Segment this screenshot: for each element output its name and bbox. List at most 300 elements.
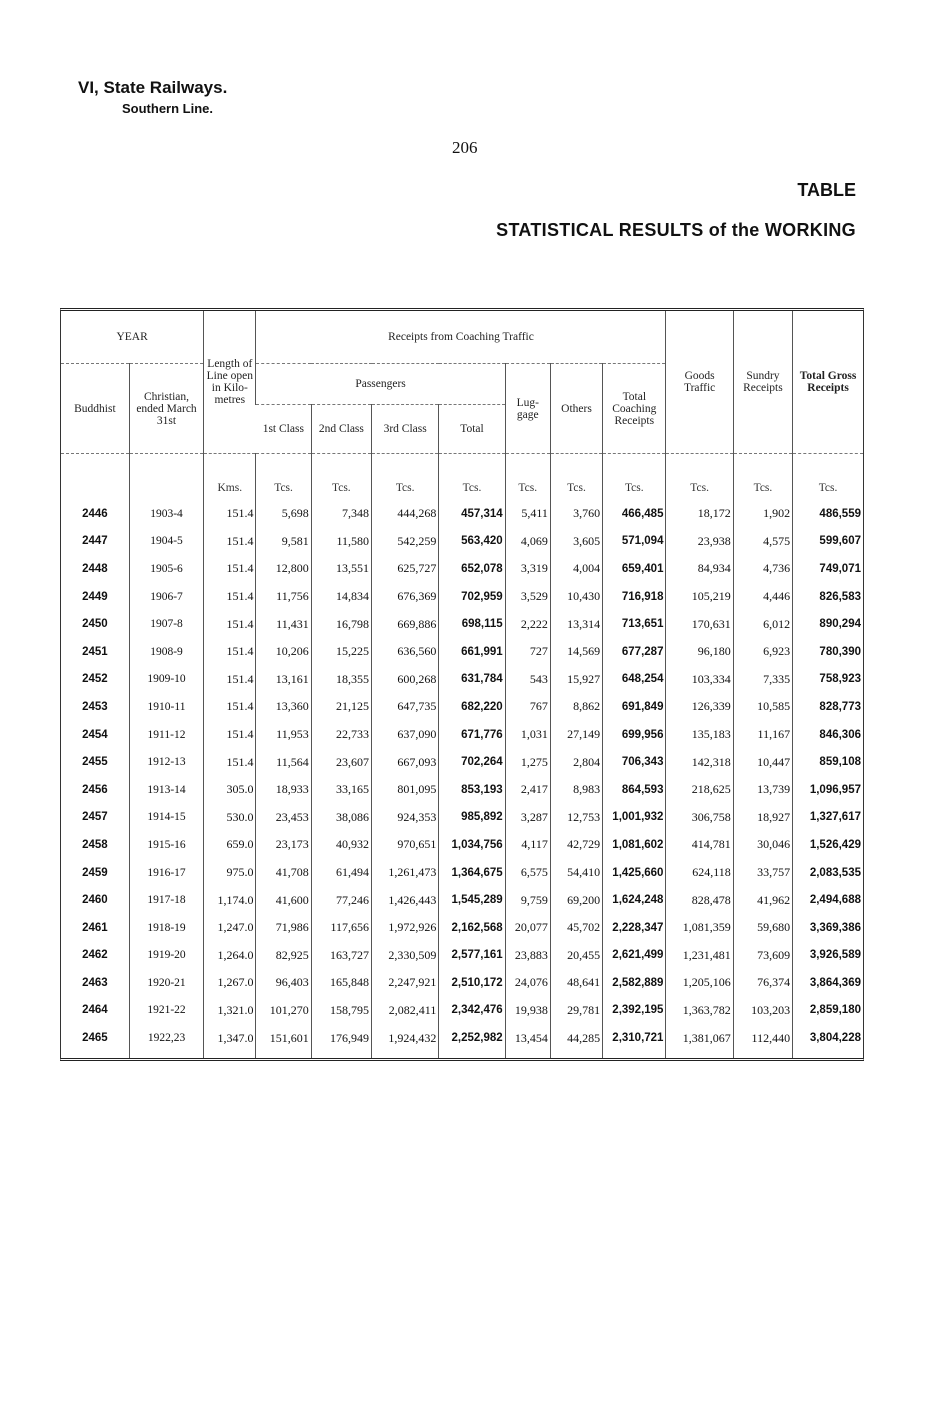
sundry-receipts-cell: 18,927 — [733, 804, 792, 832]
others-cell: 12,753 — [550, 804, 602, 832]
first-class-cell: 96,403 — [256, 969, 311, 997]
buddhist-year-cell: 2453 — [82, 700, 108, 713]
sundry-receipts-cell: 33,757 — [733, 859, 792, 887]
line-length-cell: 1,174.0 — [204, 886, 256, 914]
header-passenger-total: Total — [439, 405, 505, 454]
others-cell: 69,200 — [550, 886, 602, 914]
second-class-cell: 21,125 — [311, 693, 371, 721]
table-row — [61, 693, 863, 721]
buddhist-year-cell: 2461 — [82, 921, 108, 934]
luggage-cell: 2,417 — [505, 776, 550, 804]
total-coaching-cell: 1,624,248 — [603, 886, 666, 914]
others-cell: 48,641 — [550, 969, 602, 997]
line-length-cell: 151.4 — [204, 666, 256, 694]
passenger-total-cell: 661,991 — [439, 638, 505, 666]
first-class-cell: 82,925 — [256, 942, 311, 970]
others-cell: 45,702 — [550, 914, 602, 942]
line-length-cell: 151.4 — [204, 610, 256, 638]
buddhist-year-cell: 2456 — [82, 783, 108, 796]
buddhist-year-cell: 2457 — [82, 811, 108, 824]
second-class-cell: 23,607 — [311, 748, 371, 776]
christian-year-cell: 1908-9 — [129, 638, 203, 666]
gross-receipts-cell: 3,804,228 — [793, 1024, 863, 1058]
buddhist-year-cell: 2455 — [82, 756, 108, 769]
third-class-cell: 1,426,443 — [372, 886, 439, 914]
gross-receipts-cell: 859,108 — [793, 748, 863, 776]
first-class-cell: 101,270 — [256, 997, 311, 1025]
total-coaching-cell: 864,593 — [603, 776, 666, 804]
others-cell: 42,729 — [550, 831, 602, 859]
third-class-cell: 637,090 — [372, 721, 439, 749]
buddhist-year-cell: 2446 — [82, 507, 108, 520]
christian-year-cell: 1910-11 — [129, 693, 203, 721]
unit-cell: Tcs. — [666, 454, 733, 501]
second-class-cell: 77,246 — [311, 886, 371, 914]
header-buddhist: Buddhist — [61, 364, 129, 454]
gross-receipts-cell: 3,864,369 — [793, 969, 863, 997]
sundry-receipts-cell: 103,203 — [733, 997, 792, 1025]
table-row — [61, 638, 863, 666]
luggage-cell: 2,222 — [505, 610, 550, 638]
unit-cell: Tcs. — [505, 454, 550, 501]
table-row — [61, 1024, 863, 1058]
passenger-total-cell: 702,959 — [439, 583, 505, 611]
first-class-cell: 11,564 — [256, 748, 311, 776]
others-cell: 2,804 — [550, 748, 602, 776]
gross-receipts-cell: 758,923 — [793, 666, 863, 694]
christian-year-cell: 1913-14 — [129, 776, 203, 804]
total-coaching-cell: 466,485 — [603, 500, 666, 528]
third-class-cell: 1,261,473 — [372, 859, 439, 887]
others-cell: 20,455 — [550, 942, 602, 970]
others-cell: 44,285 — [550, 1024, 602, 1058]
goods-traffic-cell: 170,631 — [666, 610, 733, 638]
line-length-cell: 1,267.0 — [204, 969, 256, 997]
others-cell: 4,004 — [550, 555, 602, 583]
line-length-cell: 1,321.0 — [204, 997, 256, 1025]
buddhist-year-cell: 2463 — [82, 976, 108, 989]
goods-traffic-cell: 624,118 — [666, 859, 733, 887]
buddhist-year-cell: 2448 — [82, 562, 108, 575]
line-length-cell: 151.4 — [204, 583, 256, 611]
total-coaching-cell: 706,343 — [603, 748, 666, 776]
luggage-cell: 727 — [505, 638, 550, 666]
line-length-cell: 151.4 — [204, 721, 256, 749]
christian-year-cell: 1907-8 — [129, 610, 203, 638]
buddhist-year-cell: 2465 — [82, 1032, 108, 1045]
second-class-cell: 18,355 — [311, 666, 371, 694]
christian-year-cell: 1903-4 — [129, 500, 203, 528]
goods-traffic-cell: 1,363,782 — [666, 997, 733, 1025]
first-class-cell: 23,453 — [256, 804, 311, 832]
buddhist-year-cell: 2449 — [82, 590, 108, 603]
total-coaching-cell: 659,401 — [603, 555, 666, 583]
table-row — [61, 804, 863, 832]
sundry-receipts-cell: 6,923 — [733, 638, 792, 666]
others-cell: 3,605 — [550, 528, 602, 556]
table-row — [61, 555, 863, 583]
total-coaching-cell: 2,392,195 — [603, 997, 666, 1025]
third-class-cell: 542,259 — [372, 528, 439, 556]
first-class-cell: 11,756 — [256, 583, 311, 611]
others-cell: 27,149 — [550, 721, 602, 749]
luggage-cell: 23,883 — [505, 942, 550, 970]
buddhist-year-cell: 2454 — [82, 728, 108, 741]
line-length-cell: 1,264.0 — [204, 942, 256, 970]
second-class-cell: 14,834 — [311, 583, 371, 611]
table-row — [61, 942, 863, 970]
christian-year-cell: 1914-15 — [129, 804, 203, 832]
passenger-total-cell: 985,892 — [439, 804, 505, 832]
second-class-cell: 7,348 — [311, 500, 371, 528]
passenger-total-cell: 652,078 — [439, 555, 505, 583]
table-row — [61, 528, 863, 556]
table-row — [61, 666, 863, 694]
second-class-cell: 165,848 — [311, 969, 371, 997]
third-class-cell: 667,093 — [372, 748, 439, 776]
first-class-cell: 9,581 — [256, 528, 311, 556]
first-class-cell: 13,161 — [256, 666, 311, 694]
line-length-cell: 659.0 — [204, 831, 256, 859]
gross-receipts-cell: 1,526,429 — [793, 831, 863, 859]
buddhist-year-cell: 2451 — [82, 645, 108, 658]
goods-traffic-cell: 414,781 — [666, 831, 733, 859]
buddhist-year-cell: 2462 — [82, 949, 108, 962]
others-cell: 10,430 — [550, 583, 602, 611]
gross-receipts-cell: 828,773 — [793, 693, 863, 721]
unit-cell: Tcs. — [256, 454, 311, 501]
others-cell: 15,927 — [550, 666, 602, 694]
luggage-cell: 3,319 — [505, 555, 550, 583]
total-coaching-cell: 1,425,660 — [603, 859, 666, 887]
buddhist-year-cell: 2464 — [82, 1004, 108, 1017]
passenger-total-cell: 2,252,982 — [439, 1024, 505, 1058]
others-cell: 14,569 — [550, 638, 602, 666]
second-class-cell: 61,494 — [311, 859, 371, 887]
first-class-cell: 41,600 — [256, 886, 311, 914]
third-class-cell: 625,727 — [372, 555, 439, 583]
header-length: Length of Line open in Kilo-metres — [204, 311, 256, 454]
table-row — [61, 859, 863, 887]
christian-year-cell: 1911-12 — [129, 721, 203, 749]
others-cell: 3,760 — [550, 500, 602, 528]
gross-receipts-cell: 599,607 — [793, 528, 863, 556]
passenger-total-cell: 698,115 — [439, 610, 505, 638]
third-class-cell: 2,247,921 — [372, 969, 439, 997]
luggage-cell: 5,411 — [505, 500, 550, 528]
header-goods: Goods Traffic — [666, 311, 733, 454]
table-row — [61, 776, 863, 804]
luggage-cell: 1,275 — [505, 748, 550, 776]
unit-cell — [61, 454, 129, 501]
luggage-cell: 24,076 — [505, 969, 550, 997]
total-coaching-cell: 571,094 — [603, 528, 666, 556]
goods-traffic-cell: 142,318 — [666, 748, 733, 776]
passenger-total-cell: 682,220 — [439, 693, 505, 721]
section-subtitle: Southern Line. — [122, 101, 213, 116]
table-row — [61, 721, 863, 749]
line-length-cell: 975.0 — [204, 859, 256, 887]
table-row — [61, 748, 863, 776]
third-class-cell: 444,268 — [372, 500, 439, 528]
passenger-total-cell: 2,510,172 — [439, 969, 505, 997]
christian-year-cell: 1916-17 — [129, 859, 203, 887]
sundry-receipts-cell: 10,585 — [733, 693, 792, 721]
total-coaching-cell: 2,310,721 — [603, 1024, 666, 1058]
table-body — [61, 454, 863, 1058]
sundry-receipts-cell: 30,046 — [733, 831, 792, 859]
first-class-cell: 11,431 — [256, 610, 311, 638]
christian-year-cell: 1905-6 — [129, 555, 203, 583]
gross-receipts-cell: 826,583 — [793, 583, 863, 611]
total-coaching-cell: 1,001,932 — [603, 804, 666, 832]
gross-receipts-cell: 2,859,180 — [793, 997, 863, 1025]
buddhist-year-cell: 2447 — [82, 535, 108, 548]
others-cell: 54,410 — [550, 859, 602, 887]
third-class-cell: 1,972,926 — [372, 914, 439, 942]
goods-traffic-cell: 1,205,106 — [666, 969, 733, 997]
second-class-cell: 158,795 — [311, 997, 371, 1025]
luggage-cell: 20,077 — [505, 914, 550, 942]
others-cell: 8,862 — [550, 693, 602, 721]
line-length-cell: 1,347.0 — [204, 1024, 256, 1058]
first-class-cell: 23,173 — [256, 831, 311, 859]
luggage-cell: 13,454 — [505, 1024, 550, 1058]
third-class-cell: 970,651 — [372, 831, 439, 859]
third-class-cell: 2,082,411 — [372, 997, 439, 1025]
first-class-cell: 11,953 — [256, 721, 311, 749]
third-class-cell: 636,560 — [372, 638, 439, 666]
first-class-cell: 13,360 — [256, 693, 311, 721]
sundry-receipts-cell: 1,902 — [733, 500, 792, 528]
table-row — [61, 886, 863, 914]
passenger-total-cell: 671,776 — [439, 721, 505, 749]
unit-cell: Tcs. — [793, 454, 863, 501]
total-coaching-cell: 691,849 — [603, 693, 666, 721]
luggage-cell: 6,575 — [505, 859, 550, 887]
first-class-cell: 10,206 — [256, 638, 311, 666]
section-title: VI, State Railways. — [78, 78, 228, 97]
gross-receipts-cell: 890,294 — [793, 610, 863, 638]
gross-receipts-cell: 1,096,957 — [793, 776, 863, 804]
header-sundry: Sundry Receipts — [733, 311, 792, 454]
sundry-receipts-cell: 11,167 — [733, 721, 792, 749]
goods-traffic-cell: 126,339 — [666, 693, 733, 721]
unit-cell: Tcs. — [550, 454, 602, 501]
header-christian: Christian, ended March 31st — [129, 364, 203, 454]
page-number: 206 — [452, 138, 478, 157]
table-label: TABLE — [797, 180, 856, 200]
sundry-receipts-cell: 4,575 — [733, 528, 792, 556]
goods-traffic-cell: 103,334 — [666, 666, 733, 694]
table-row — [61, 831, 863, 859]
christian-year-cell: 1921-22 — [129, 997, 203, 1025]
luggage-cell: 3,529 — [505, 583, 550, 611]
gross-receipts-cell: 486,559 — [793, 500, 863, 528]
second-class-cell: 163,727 — [311, 942, 371, 970]
gross-receipts-cell: 3,369,386 — [793, 914, 863, 942]
goods-traffic-cell: 1,381,067 — [666, 1024, 733, 1058]
table-row — [61, 610, 863, 638]
christian-year-cell: 1909-10 — [129, 666, 203, 694]
unit-cell: Tcs. — [439, 454, 505, 501]
others-cell: 29,781 — [550, 997, 602, 1025]
unit-cell: Tcs. — [733, 454, 792, 501]
line-length-cell: 151.4 — [204, 638, 256, 666]
passenger-total-cell: 853,193 — [439, 776, 505, 804]
table-row — [61, 914, 863, 942]
luggage-cell: 4,069 — [505, 528, 550, 556]
luggage-cell: 543 — [505, 666, 550, 694]
header-first-class: 1st Class — [256, 405, 311, 454]
line-length-cell: 151.4 — [204, 693, 256, 721]
total-coaching-cell: 677,287 — [603, 638, 666, 666]
first-class-cell: 41,708 — [256, 859, 311, 887]
goods-traffic-cell: 828,478 — [666, 886, 733, 914]
christian-year-cell: 1904-5 — [129, 528, 203, 556]
line-length-cell: 151.4 — [204, 555, 256, 583]
unit-cell: Tcs. — [311, 454, 371, 501]
table-row — [61, 969, 863, 997]
line-length-cell: 151.4 — [204, 528, 256, 556]
table-header — [61, 311, 863, 454]
second-class-cell: 33,165 — [311, 776, 371, 804]
christian-year-cell: 1922,23 — [129, 1024, 203, 1058]
table-row — [61, 500, 863, 528]
sundry-receipts-cell: 6,012 — [733, 610, 792, 638]
christian-year-cell: 1918-19 — [129, 914, 203, 942]
goods-traffic-cell: 218,625 — [666, 776, 733, 804]
gross-receipts-cell: 2,494,688 — [793, 886, 863, 914]
goods-traffic-cell: 306,758 — [666, 804, 733, 832]
first-class-cell: 18,933 — [256, 776, 311, 804]
others-cell: 8,983 — [550, 776, 602, 804]
luggage-cell: 3,287 — [505, 804, 550, 832]
goods-traffic-cell: 23,938 — [666, 528, 733, 556]
christian-year-cell: 1920-21 — [129, 969, 203, 997]
third-class-cell: 2,330,509 — [372, 942, 439, 970]
total-coaching-cell: 2,621,499 — [603, 942, 666, 970]
statistics-table-frame — [60, 308, 864, 1061]
passenger-total-cell: 457,314 — [439, 500, 505, 528]
header-year: YEAR — [61, 311, 204, 364]
unit-cell — [129, 454, 203, 501]
passenger-total-cell: 702,264 — [439, 748, 505, 776]
goods-traffic-cell: 84,934 — [666, 555, 733, 583]
buddhist-year-cell: 2458 — [82, 838, 108, 851]
christian-year-cell: 1917-18 — [129, 886, 203, 914]
luggage-cell: 9,759 — [505, 886, 550, 914]
third-class-cell: 801,095 — [372, 776, 439, 804]
sundry-receipts-cell: 13,739 — [733, 776, 792, 804]
third-class-cell: 1,924,432 — [372, 1024, 439, 1058]
sundry-receipts-cell: 41,962 — [733, 886, 792, 914]
sundry-receipts-cell: 4,446 — [733, 583, 792, 611]
third-class-cell: 676,369 — [372, 583, 439, 611]
line-length-cell: 305.0 — [204, 776, 256, 804]
total-coaching-cell: 2,582,889 — [603, 969, 666, 997]
sundry-receipts-cell: 59,680 — [733, 914, 792, 942]
total-coaching-cell: 716,918 — [603, 583, 666, 611]
sundry-receipts-cell: 73,609 — [733, 942, 792, 970]
unit-cell: Tcs. — [372, 454, 439, 501]
first-class-cell: 151,601 — [256, 1024, 311, 1058]
statistics-table — [61, 311, 863, 1058]
passenger-total-cell: 563,420 — [439, 528, 505, 556]
line-length-cell: 530.0 — [204, 804, 256, 832]
goods-traffic-cell: 1,081,359 — [666, 914, 733, 942]
header-luggage: Lug-gage — [505, 364, 550, 454]
sundry-receipts-cell: 7,335 — [733, 666, 792, 694]
table-row — [61, 583, 863, 611]
header-gross: Total Gross Receipts — [793, 311, 863, 454]
line-length-cell: 151.4 — [204, 748, 256, 776]
total-coaching-cell: 699,956 — [603, 721, 666, 749]
luggage-cell: 4,117 — [505, 831, 550, 859]
second-class-cell: 11,580 — [311, 528, 371, 556]
gross-receipts-cell: 846,306 — [793, 721, 863, 749]
second-class-cell: 40,932 — [311, 831, 371, 859]
passenger-total-cell: 2,577,161 — [439, 942, 505, 970]
units-row — [61, 454, 863, 501]
goods-traffic-cell: 1,231,481 — [666, 942, 733, 970]
gross-receipts-cell: 2,083,535 — [793, 859, 863, 887]
sundry-receipts-cell: 4,736 — [733, 555, 792, 583]
header-third-class: 3rd Class — [372, 405, 439, 454]
passenger-total-cell: 1,545,289 — [439, 886, 505, 914]
others-cell: 13,314 — [550, 610, 602, 638]
second-class-cell: 22,733 — [311, 721, 371, 749]
header-second-class: 2nd Class — [311, 405, 371, 454]
third-class-cell: 600,268 — [372, 666, 439, 694]
total-coaching-cell: 713,651 — [603, 610, 666, 638]
third-class-cell: 924,353 — [372, 804, 439, 832]
gross-receipts-cell: 3,926,589 — [793, 942, 863, 970]
first-class-cell: 5,698 — [256, 500, 311, 528]
gross-receipts-cell: 1,327,617 — [793, 804, 863, 832]
second-class-cell: 16,798 — [311, 610, 371, 638]
goods-traffic-cell: 18,172 — [666, 500, 733, 528]
header-others: Others — [550, 364, 602, 454]
total-coaching-cell: 2,228,347 — [603, 914, 666, 942]
passenger-total-cell: 631,784 — [439, 666, 505, 694]
passenger-total-cell: 2,342,476 — [439, 997, 505, 1025]
total-coaching-cell: 648,254 — [603, 666, 666, 694]
sundry-receipts-cell: 112,440 — [733, 1024, 792, 1058]
buddhist-year-cell: 2459 — [82, 866, 108, 879]
total-coaching-cell: 1,081,602 — [603, 831, 666, 859]
second-class-cell: 15,225 — [311, 638, 371, 666]
christian-year-cell: 1915-16 — [129, 831, 203, 859]
luggage-cell: 1,031 — [505, 721, 550, 749]
second-class-cell: 176,949 — [311, 1024, 371, 1058]
header-coaching: Receipts from Coaching Traffic — [256, 311, 666, 364]
passenger-total-cell: 1,034,756 — [439, 831, 505, 859]
table-row — [61, 997, 863, 1025]
christian-year-cell: 1919-20 — [129, 942, 203, 970]
third-class-cell: 647,735 — [372, 693, 439, 721]
luggage-cell: 19,938 — [505, 997, 550, 1025]
christian-year-cell: 1906-7 — [129, 583, 203, 611]
second-class-cell: 38,086 — [311, 804, 371, 832]
table-title: STATISTICAL RESULTS of the WORKING — [496, 220, 856, 240]
line-length-cell: 151.4 — [204, 500, 256, 528]
header-passengers: Passengers — [256, 364, 505, 405]
gross-receipts-cell: 780,390 — [793, 638, 863, 666]
passenger-total-cell: 2,162,568 — [439, 914, 505, 942]
line-length-cell: 1,247.0 — [204, 914, 256, 942]
header-total-coaching: Total Coaching Receipts — [603, 364, 666, 454]
